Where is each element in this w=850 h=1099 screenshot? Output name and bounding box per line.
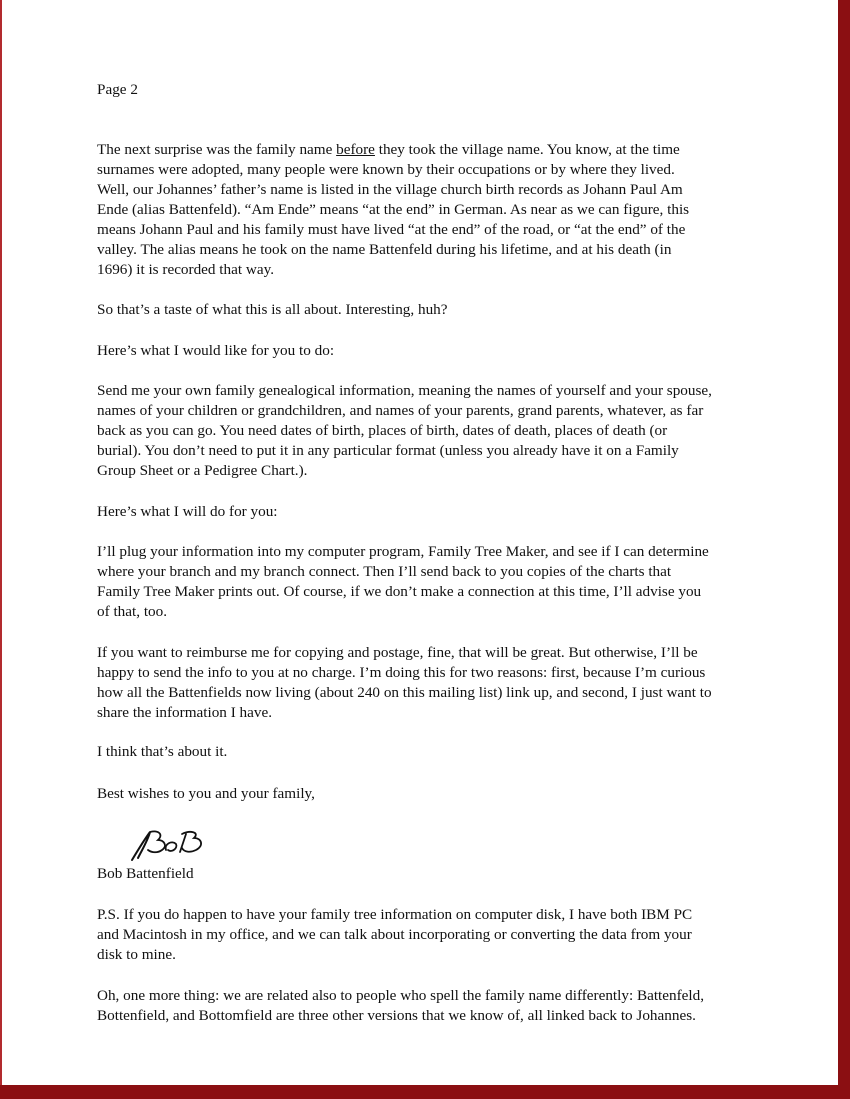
closing-line: Best wishes to you and your family, bbox=[97, 785, 315, 802]
paragraph-taste: So that’s a taste of what this is all about. Interesting, huh? bbox=[97, 301, 448, 318]
paragraph-line: disk to mine. bbox=[97, 946, 176, 963]
paragraph-line: burial). You don’t need to put it in any particular format (unless you already have it on a Family bbox=[97, 442, 679, 459]
page-number: Page 2 bbox=[97, 81, 138, 98]
paragraph-line: Send me your own family genealogical information, meaning the names of yourself and your spouse, bbox=[97, 382, 712, 399]
handwritten-signature bbox=[128, 826, 218, 862]
page-border-left bbox=[0, 0, 2, 1099]
paragraph-line: how all the Battenfields now living (about 240 on this mailing list) link up, and second, I just want to bbox=[97, 684, 712, 701]
paragraph-line: Well, our Johannes’ father’s name is listed in the village church birth records as Johann Paul Am bbox=[97, 181, 683, 198]
paragraph-line: share the information I have. bbox=[97, 704, 273, 721]
paragraph-line: The next surprise was the family name before they took the village name. You know, at the time bbox=[97, 141, 680, 158]
paragraph-line: means Johann Paul and his family must have lived “at the end” of the road, or “at the end” of the bbox=[97, 221, 686, 238]
paragraph-line: where your branch and my branch connect. Then I’ll send back to you copies of the charts that bbox=[97, 563, 672, 580]
paragraph-reimburse bbox=[97, 643, 712, 723]
paragraph-line: If you want to reimburse me for copying and postage, fine, that will be great. But otherwise, I’ll be bbox=[97, 644, 698, 661]
paragraph-line: names of your children or grandchildren, and names of your parents, grand parents, whatever, as far bbox=[97, 402, 704, 419]
paragraph-line: I’ll plug your information into my computer program, Family Tree Maker, and see if I can determine bbox=[97, 543, 709, 560]
paragraph-line: Oh, one more thing: we are related also to people who spell the family name differently: Battenfeld, bbox=[97, 987, 705, 1004]
paragraph-line: of that, too. bbox=[97, 603, 168, 620]
paragraph-line: P.S. If you do happen to have your family tree information on computer disk, I have both IBM PC bbox=[97, 906, 693, 923]
paragraph-line: and Macintosh in my office, and we can talk about incorporating or converting the data from your bbox=[97, 926, 692, 943]
paragraph-offer-heading: Here’s what I will do for you: bbox=[97, 503, 278, 520]
paragraph-line: happy to send the info to you at no charge. I’m doing this for two reasons: first, because I’m curious bbox=[97, 664, 706, 681]
paragraph-line: Group Sheet or a Pedigree Chart.). bbox=[97, 462, 308, 479]
paragraph-line: Ende (alias Battenfeld). “Am Ende” means “at the end” in German. As near as we can figure, this bbox=[97, 201, 690, 218]
page-border-right bbox=[838, 0, 850, 1099]
paragraph-line: Bottenfield, and Bottomfield are three other versions that we know of, all linked back to Johannes. bbox=[97, 1007, 696, 1024]
paragraph-line: valley. The alias means he took on the name Battenfeld during his lifetime, and at his death (in bbox=[97, 241, 672, 258]
paragraph-offer-details bbox=[97, 542, 709, 622]
signature-name: Bob Battenfield bbox=[97, 865, 194, 882]
paragraph-request-heading: Here’s what I would like for you to do: bbox=[97, 342, 335, 359]
final-note bbox=[97, 986, 704, 1026]
paragraph-line: surnames were adopted, many people were known by their occupations or by where they lived. bbox=[97, 161, 675, 178]
paragraph-line: Family Tree Maker prints out. Of course, if we don’t make a connection at this time, I’ll advise you bbox=[97, 583, 702, 600]
paragraph-request-details bbox=[97, 381, 712, 481]
paragraph-family-name bbox=[97, 140, 689, 280]
paragraph-about-it: I think that’s about it. bbox=[97, 743, 228, 760]
page-border-bottom bbox=[0, 1085, 850, 1099]
paragraph-line: back as you can go. You need dates of birth, places of birth, dates of death, places of death (or bbox=[97, 422, 668, 439]
paragraph-line: 1696) it is recorded that way. bbox=[97, 261, 274, 278]
underlined-word: before bbox=[336, 141, 375, 158]
postscript bbox=[97, 905, 692, 965]
